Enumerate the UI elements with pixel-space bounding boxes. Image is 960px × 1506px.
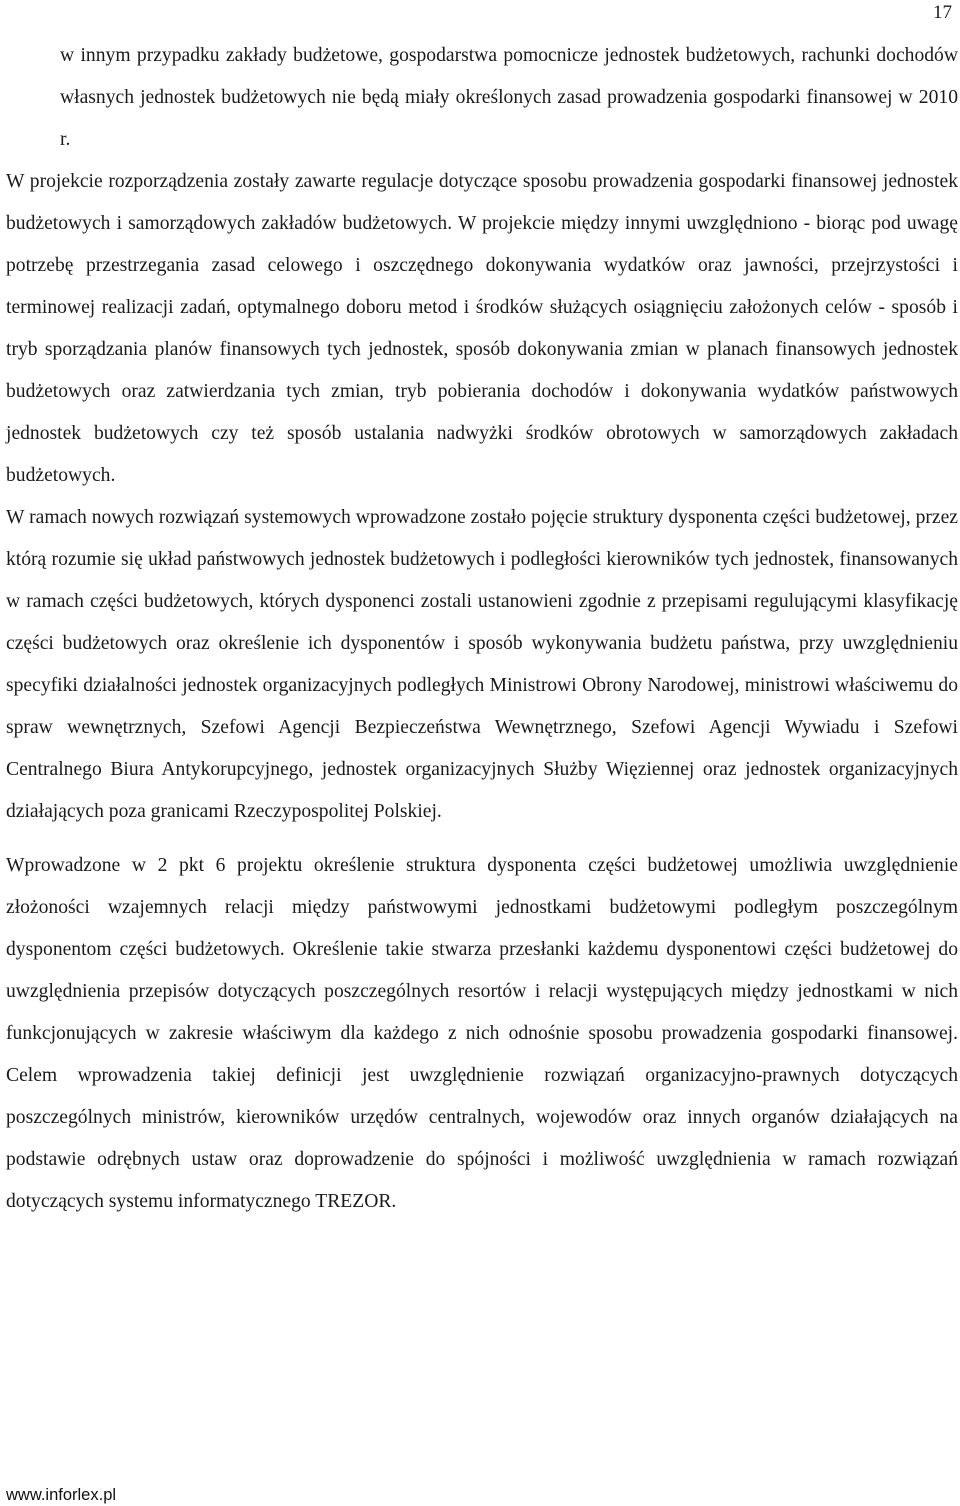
paragraph-1: w innym przypadku zakłady budżetowe, gospodarstwa pomocnicze jednostek budżetowych, rachunki dochodów własnych jednostek budżetowych nie będą miały określonych zasad prowadzenia gospodarki finansowej w 2010 r. <box>60 45 958 150</box>
paragraph-2: W projekcie rozporządzenia zostały zawarte regulacje dotyczące sposobu prowadzenia gospodarki finansowej jednostek budżetowych i samorządowych zakładów budżetowych. W projekcie między innymi uwzględniono - biorąc pod uwagę potrzebę przestrzegania zasad celowego i oszczędnego dokonywania wydatków oraz jawności, przejrzystości i terminowej realizacji zadań, optymalnego doboru metod i środków służących osiągnięciu założonych celów - sposób i tryb sporządzania planów finansowych tych jednostek, sposób dokonywania zmian w planach finansowych jednostek budżetowych oraz zatwierdzania tych zmian, tryb pobierania dochodów i dokonywania wydatków państwowych jednostek budżetowych czy też sposób ustalania nadwyżki środków obrotowych w samorządowych zakładach budżetowych. <box>6 171 958 486</box>
paragraph-4: Wprowadzone w 2 pkt 6 projektu określenie struktura dysponenta części budżetowej umożliwia uwzględnienie złożoności wzajemnych relacji między państwowymi jednostkami budżetowymi podległym poszczególnym dysponentom części budżetowych. Określenie takie stwarza przesłanki każdemu dysponentowi części budżetowej do uwzględnienia przepisów dotyczących poszczególnych resortów i relacji występujących między jednostkami w nich funkcjonujących w zakresie właściwym dla każdego z nich odnośnie sposobu prowadzenia gospodarki finansowej. Celem wprowadzenia takiej definicji jest uwzględnienie rozwiązań organizacyjno-prawnych dotyczących poszczególnych ministrów, kierowników urzędów centralnych, wojewodów oraz innych organów działających na podstawie odrębnych ustaw oraz doprowadzenie do spójności i możliwość uwzględnienia w ramach rozwiązań dotyczących systemu informatycznego TREZOR. <box>6 855 958 1212</box>
paragraph-3: W ramach nowych rozwiązań systemowych wprowadzone zostało pojęcie struktury dysponenta części budżetowej, przez którą rozumie się układ państwowych jednostek budżetowych i podległości kierowników tych jednostek, finansowanych w ramach części budżetowych, których dysponenci zostali ustanowieni zgodnie z przepisami regulującymi klasyfikację części budżetowych oraz określenie ich dysponentów i sposób wykonywania budżetu państwa, przy uwzględnieniu specyfiki działalności jednostek organizacyjnych podległych Ministrowi Obrony Narodowej, ministrowi właściwemu do spraw wewnętrznych, Szefowi Agencji Bezpieczeństwa Wewnętrznego, Szefowi Agencji Wywiadu i Szefowi Centralnego Biura Antykorupcyjnego, jednostek organizacyjnych Służby Więziennej oraz jednostek organizacyjnych działających poza granicami Rzeczypospolitej Polskiej. <box>6 507 958 822</box>
document-body <box>6 35 958 1223</box>
footer-url[interactable]: www.inforlex.pl <box>6 1486 117 1504</box>
page-number: 17 <box>933 2 952 23</box>
